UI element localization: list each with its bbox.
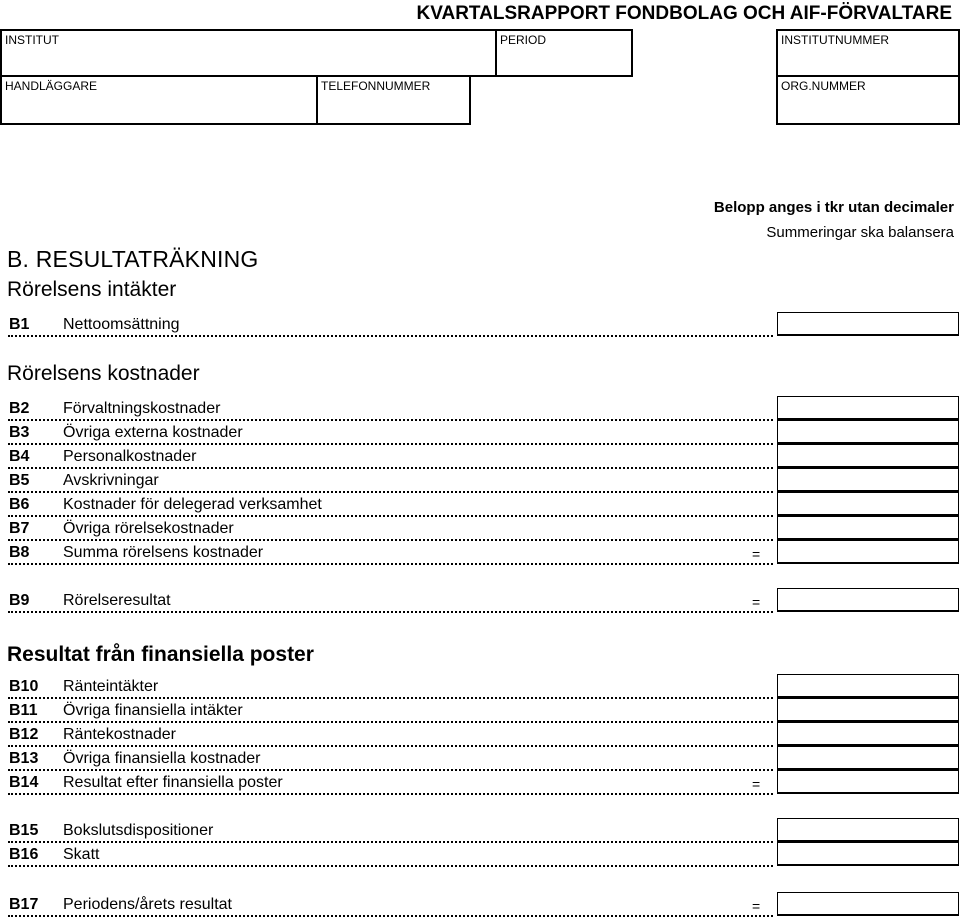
row-b10 <box>0 674 960 698</box>
amount-note: Belopp anges i tkr utan decimaler <box>713 199 954 216</box>
row-code: B17 <box>9 896 39 913</box>
dotted-leader <box>8 793 773 795</box>
institut-field[interactable] <box>0 29 497 77</box>
amount-input-b8[interactable] <box>777 540 959 564</box>
period-field[interactable] <box>495 29 633 77</box>
handlaggare-field[interactable] <box>0 75 318 125</box>
balance-note: Summeringar ska balansera <box>766 224 954 241</box>
row-b4 <box>0 444 960 468</box>
row-b12 <box>0 722 960 746</box>
row-code: B3 <box>9 424 30 441</box>
amount-input-b14[interactable] <box>777 770 959 794</box>
row-label: Skatt <box>63 846 100 863</box>
dotted-leader <box>8 611 773 613</box>
row-code: B6 <box>9 496 30 513</box>
row-b7 <box>0 516 960 540</box>
row-b6 <box>0 492 960 516</box>
telefonnummer-label: TELEFONNUMMER <box>321 79 431 93</box>
row-label: Övriga finansiella intäkter <box>63 702 243 719</box>
amount-input-b16[interactable] <box>777 842 959 866</box>
row-label: Avskrivningar <box>63 472 159 489</box>
row-code: B13 <box>9 750 39 767</box>
amount-input-b5[interactable] <box>777 468 959 492</box>
row-code: B10 <box>9 678 39 695</box>
row-b11 <box>0 698 960 722</box>
row-b13 <box>0 746 960 770</box>
institut-label: INSTITUT <box>5 33 59 47</box>
amount-input-b9[interactable] <box>777 588 959 612</box>
row-equals: = <box>752 776 761 792</box>
amount-input-b1[interactable] <box>777 312 959 336</box>
amount-input-b17[interactable] <box>777 892 959 916</box>
institutnummer-field[interactable] <box>776 29 960 77</box>
row-label: Bokslutsdispositioner <box>63 822 214 839</box>
row-code: B16 <box>9 846 39 863</box>
amount-input-b3[interactable] <box>777 420 959 444</box>
row-label: Ränteintäkter <box>63 678 159 695</box>
row-b1 <box>0 312 960 336</box>
handlaggare-label: HANDLÄGGARE <box>5 79 98 93</box>
row-code: B15 <box>9 822 39 839</box>
row-b3 <box>0 420 960 444</box>
amount-input-b4[interactable] <box>777 444 959 468</box>
row-code: B14 <box>9 774 39 791</box>
row-equals: = <box>752 546 761 562</box>
row-b15 <box>0 818 960 842</box>
row-label: Periodens/årets resultat <box>63 896 232 913</box>
row-code: B1 <box>9 316 30 333</box>
row-label: Räntekostnader <box>63 726 176 743</box>
period-label: PERIOD <box>500 33 547 47</box>
row-label: Personalkostnader <box>63 448 197 465</box>
amount-input-b6[interactable] <box>777 492 959 516</box>
costs-heading: Rörelsens kostnader <box>7 362 200 385</box>
dotted-leader <box>8 915 773 917</box>
row-label: Rörelseresultat <box>63 592 171 609</box>
orgnummer-field[interactable] <box>776 75 960 125</box>
row-b14 <box>0 770 960 794</box>
row-label: Övriga rörelsekostnader <box>63 520 234 537</box>
row-b5 <box>0 468 960 492</box>
orgnummer-label: ORG.NUMMER <box>781 79 866 93</box>
row-label: Förvaltningskostnader <box>63 400 221 417</box>
amount-input-b12[interactable] <box>777 722 959 746</box>
row-label: Övriga finansiella kostnader <box>63 750 261 767</box>
form-title: KVARTALSRAPPORT FONDBOLAG OCH AIF-FÖRVALTARE <box>416 3 952 24</box>
row-b17 <box>0 892 960 916</box>
telefonnummer-field[interactable] <box>316 75 471 125</box>
amount-input-b15[interactable] <box>777 818 959 842</box>
dotted-leader <box>8 335 773 337</box>
row-code: B7 <box>9 520 30 537</box>
amount-input-b11[interactable] <box>777 698 959 722</box>
row-code: B11 <box>9 702 38 719</box>
row-equals: = <box>752 594 761 610</box>
row-b9 <box>0 588 960 612</box>
amount-input-b10[interactable] <box>777 674 959 698</box>
row-label: Resultat efter finansiella poster <box>63 774 283 791</box>
row-label: Nettoomsättning <box>63 316 180 333</box>
row-code: B8 <box>9 544 30 561</box>
dotted-leader <box>8 865 773 867</box>
income-heading: Rörelsens intäkter <box>7 278 177 301</box>
row-code: B5 <box>9 472 30 489</box>
dotted-leader <box>8 563 773 565</box>
row-equals: = <box>752 898 761 914</box>
row-label: Kostnader för delegerad verksamhet <box>63 496 322 513</box>
row-code: B2 <box>9 400 30 417</box>
row-code: B4 <box>9 448 30 465</box>
row-code: B12 <box>9 726 39 743</box>
financial-heading: Resultat från finansiella poster <box>7 643 314 666</box>
row-b16 <box>0 842 960 866</box>
row-code: B9 <box>9 592 30 609</box>
section-title: B. RESULTATRÄKNING <box>7 246 259 272</box>
row-b8 <box>0 540 960 564</box>
amount-input-b7[interactable] <box>777 516 959 540</box>
row-label: Summa rörelsens kostnader <box>63 544 264 561</box>
amount-input-b2[interactable] <box>777 396 959 420</box>
amount-input-b13[interactable] <box>777 746 959 770</box>
institutnummer-label: INSTITUTNUMMER <box>781 33 889 47</box>
row-b2 <box>0 396 960 420</box>
row-label: Övriga externa kostnader <box>63 424 243 441</box>
